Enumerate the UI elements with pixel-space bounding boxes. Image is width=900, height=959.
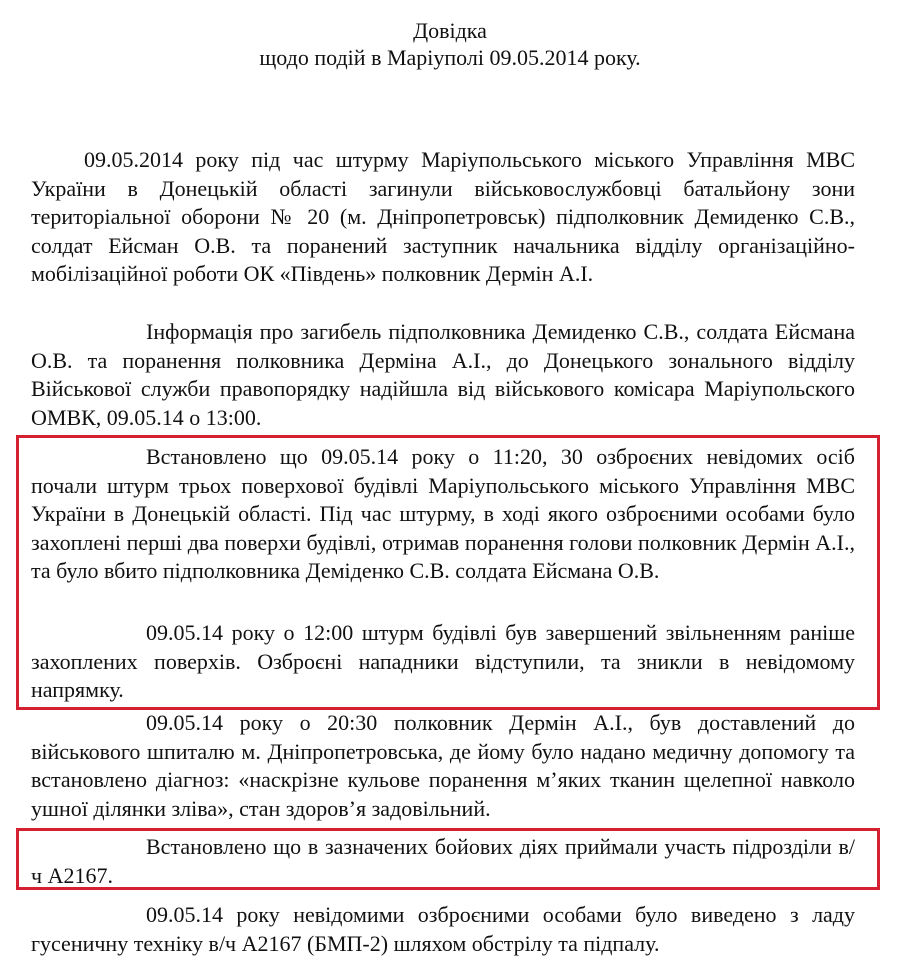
paragraph-hospitalization: 09.05.14 року о 20:30 полковник Дермін А.І., був доставлений до військового шпиталю м. Дніпропетровська, де йому було надано медичну допомогу та встановлено діагноз: «наскрізне кульове поранення м’яких тканин щелепної навколо ушної ділянки зліва», стан здоров’я задовільний. (31, 710, 855, 821)
document-title: Довідка (413, 18, 487, 43)
document-subtitle: щодо подій в Маріуполі 09.05.2014 року. (259, 45, 641, 70)
paragraph-assault-details: Встановлено що 09.05.14 року о 11:20, 30 озброєних невідомих осіб почали штурм трьох поверхової будівлі Маріупольського міського Управління МВС України в Донецькій області. Під час штурму, в ході якого озброєними особами було захоплені перші два поверхи будівлі, отримав поранення голови полковник Дермін А.І., та було вбито підполковника Деміденко С.В. солдата Ейсмана О.В. (31, 444, 855, 583)
paragraph-equipment-damage: 09.05.14 року невідомими озброєними особами було виведено з ладу гусеничну техніку в/ч А2167 (БМП-2) шляхом обстрілу та підпалу. (31, 902, 855, 956)
paragraph-incident-summary: 09.05.2014 року під час штурму Маріупольського міського Управління МВС України в Донецькій області загинули військовослужбовці батальйону зони територіальної оборони № 20 (м. Дніпропетровськ) підполковник Демиденко С.В., солдат Ейсман О.В. та поранений заступник начальника відділу організаційно-мобілізаційної роботи ОК «Південь» полковник Дермін А.І. (31, 147, 855, 286)
paragraph-units-involved: Встановлено що в зазначених бойових діях приймали участь підрозділи в/ч А2167. (31, 834, 855, 888)
paragraph-information-source: Інформація про загибель підполковника Демиденко С.В., солдата Ейсмана О.В. та поранення полковника Дерміна А.І., до Донецького зонального відділу Військової служби правопорядку надійшла від військового комісара Маріупольского ОМВК, 09.05.14 о 13:00. (31, 319, 855, 430)
paragraph-assault-end: 09.05.14 року о 12:00 штурм будівлі був завершений звільненням раніше захоплених поверхів. Озброєні нападники відступили, та зникли в невідомому напрямку. (31, 620, 855, 702)
